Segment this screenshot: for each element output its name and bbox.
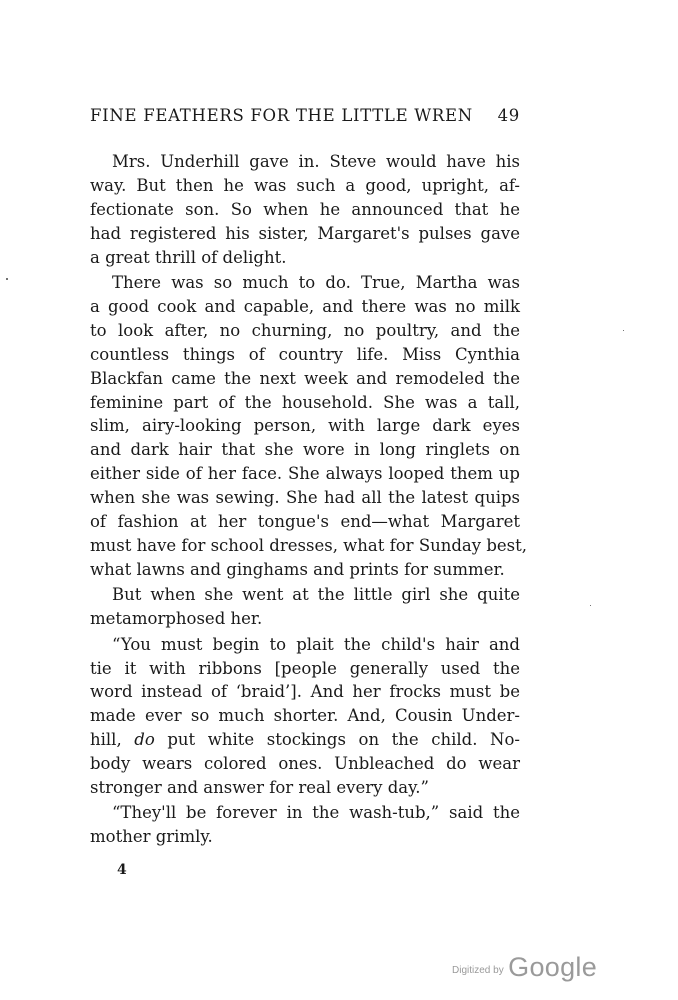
running-title: FINE FEATHERS FOR THE LITTLE WREN <box>90 106 473 125</box>
page-body <box>90 150 528 851</box>
text-line: mother grimly. <box>90 827 213 847</box>
text-line: word instead of ‘braid’]. And her frocks must be <box>90 682 520 702</box>
text-line: But when she went at the little girl she quite <box>112 585 520 605</box>
text-line: fectionate son. So when he announced that he <box>90 199 520 219</box>
text-line: metamorphosed her. <box>90 609 263 629</box>
paragraph-4 <box>90 633 520 800</box>
text-line: way. But then he was such a good, upright, af- <box>90 175 520 195</box>
text-line: either side of her face. She always looped them up <box>90 464 520 484</box>
text-line: slim, airy-looking person, with large dark eyes <box>90 416 520 436</box>
paragraph-5 <box>90 801 520 849</box>
page-number: 49 <box>497 106 520 125</box>
scan-speck <box>623 330 624 331</box>
scan-speck <box>590 605 591 606</box>
text-line: of fashion at her tongue's end—what Margaret <box>90 512 520 532</box>
digitized-by-google-watermark <box>452 952 597 983</box>
emphasis: do <box>134 730 155 750</box>
text-line: tie it with ribbons [people generally used the <box>90 658 520 678</box>
text-line: a great thrill of delight. <box>90 247 287 267</box>
paragraph-1 <box>90 150 520 270</box>
text-line: There was so much to do. True, Martha was <box>112 273 520 293</box>
text-line: countless things of country life. Miss Cynthia <box>90 344 520 364</box>
text-line: to look after, no churning, no poultry, and the <box>90 320 520 340</box>
signature-mark: 4 <box>117 862 127 878</box>
text-line: “You must begin to plait the child's hair and <box>112 634 520 654</box>
google-logo: Google <box>508 952 598 982</box>
text-line: a good cook and capable, and there was no milk <box>90 296 520 316</box>
text-line: body wears colored ones. Unbleached do wear <box>90 754 520 774</box>
text-line: Mrs. Underhill gave in. Steve would have his <box>112 152 520 171</box>
paragraph-2 <box>90 271 528 582</box>
watermark-prefix: Digitized by <box>452 965 504 976</box>
text-line: made ever so much shorter. And, Cousin Under- <box>90 706 520 726</box>
text-line: Blackfan came the next week and remodeled the <box>90 368 520 388</box>
text-line: feminine part of the household. She was a tall, <box>90 392 520 412</box>
text-line: must have for school dresses, what for Sunday best, <box>90 536 528 555</box>
text-line: what lawns and ginghams and prints for summer. <box>90 559 505 579</box>
paragraph-3 <box>90 583 520 631</box>
text-line: had registered his sister, Margaret's pulses gave <box>90 223 520 243</box>
text-line: and dark hair that she wore in long ringlets on <box>90 440 520 460</box>
text-line: “They'll be forever in the wash-tub,” said the <box>112 803 520 823</box>
text-line: hill, do put white stockings on the child. No- <box>90 730 520 750</box>
text-line: when she was sewing. She had all the latest quips <box>90 488 520 508</box>
scan-speck <box>6 278 8 280</box>
text-line: stronger and answer for real every day.” <box>90 778 429 798</box>
